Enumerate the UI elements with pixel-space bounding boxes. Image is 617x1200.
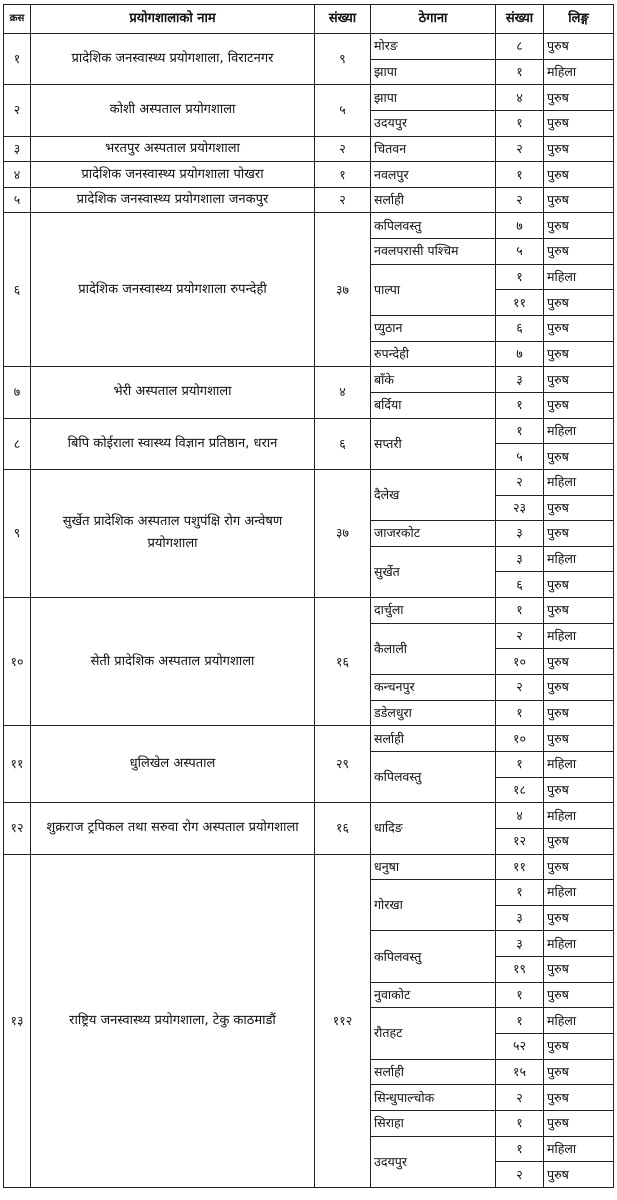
lab-total-cell: २ (315, 187, 371, 213)
address-cell: धनुषा (371, 854, 496, 880)
gender-cell: महिला (544, 418, 614, 444)
serial-number-cell: १२ (4, 803, 31, 854)
address-cell: कैलाली (371, 623, 496, 674)
address-cell: झापा (371, 59, 496, 85)
gender-cell: महिला (544, 803, 614, 829)
address-cell: रुपन्देही (371, 341, 496, 367)
address-cell: कन्चनपुर (371, 675, 496, 701)
case-count-cell: १० (496, 649, 544, 675)
table-row (4, 469, 614, 495)
address-cell: सिराहा (371, 1110, 496, 1136)
gender-cell: पुरुष (544, 700, 614, 726)
case-count-cell: ८ (496, 34, 544, 60)
table-row (4, 598, 614, 624)
gender-cell: पुरुष (544, 649, 614, 675)
gender-cell: महिला (544, 469, 614, 495)
case-count-cell: ६ (496, 316, 544, 342)
lab-name-cell: प्रादेशिक जनस्वास्थ्य प्रयोगशाला, विराटनगर (31, 34, 315, 85)
case-count-cell: १५ (496, 1059, 544, 1085)
address-cell: धादिङ (371, 803, 496, 854)
gender-cell: पुरुष (544, 982, 614, 1008)
serial-number-cell: ५ (4, 187, 31, 213)
case-count-cell: ३ (496, 905, 544, 931)
case-count-cell: २३ (496, 495, 544, 521)
gender-cell: पुरुष (544, 34, 614, 60)
lab-name-cell: राष्ट्रिय जनस्वास्थ्य प्रयोगशाला, टेकु काठमाडौं (31, 854, 315, 1187)
lab-total-cell: १६ (315, 598, 371, 726)
lab-name-cell: सुर्खेत प्रादेशिक अस्पताल पशुपंक्षि रोग अन्वेषण प्रयोगशाला (31, 469, 315, 597)
serial-number-cell: १ (4, 34, 31, 85)
gender-cell: महिला (544, 1136, 614, 1162)
serial-number-cell: २ (4, 85, 31, 136)
gender-cell: महिला (544, 931, 614, 957)
header-serial: क्रस (4, 5, 31, 34)
lab-total-cell: ९ (315, 34, 371, 85)
table-row (4, 162, 614, 188)
case-count-cell: ५ (496, 239, 544, 265)
gender-cell: पुरुष (544, 367, 614, 393)
serial-number-cell: ११ (4, 726, 31, 803)
gender-cell: पुरुष (544, 675, 614, 701)
address-cell: नुवाकोट (371, 982, 496, 1008)
case-count-cell: १ (496, 162, 544, 188)
gender-cell: पुरुष (544, 1085, 614, 1111)
header-case-count: संख्या (496, 5, 544, 34)
case-count-cell: १ (496, 1008, 544, 1034)
case-count-cell: २ (496, 1162, 544, 1188)
table-body (4, 34, 614, 1188)
case-count-cell: ३ (496, 521, 544, 547)
lab-total-cell: ६ (315, 418, 371, 469)
case-count-cell: १ (496, 880, 544, 906)
address-cell: उदयपुर (371, 1136, 496, 1187)
address-cell: झापा (371, 85, 496, 111)
gender-cell: पुरुष (544, 341, 614, 367)
case-count-cell: १ (496, 982, 544, 1008)
gender-cell: महिला (544, 59, 614, 85)
gender-cell: महिला (544, 880, 614, 906)
case-count-cell: ३ (496, 546, 544, 572)
address-cell: रौतहट (371, 1008, 496, 1059)
lab-total-cell: ४ (315, 367, 371, 418)
address-cell: बाँके (371, 367, 496, 393)
lab-name-cell: भेरी अस्पताल प्रयोगशाला (31, 367, 315, 418)
address-cell: दैलेख (371, 469, 496, 520)
table-row (4, 367, 614, 393)
serial-number-cell: ४ (4, 162, 31, 188)
lab-report-table-wrapper (3, 4, 614, 1188)
gender-cell: पुरुष (544, 726, 614, 752)
address-cell: सर्लाही (371, 1059, 496, 1085)
gender-cell: पुरुष (544, 1033, 614, 1059)
gender-cell: पुरुष (544, 239, 614, 265)
lab-total-cell: १६ (315, 803, 371, 854)
gender-cell: महिला (544, 264, 614, 290)
case-count-cell: १ (496, 418, 544, 444)
address-cell: उदयपुर (371, 110, 496, 136)
case-count-cell: ४ (496, 85, 544, 111)
case-count-cell: २ (496, 623, 544, 649)
address-cell: नवलपरासी पश्चिम (371, 239, 496, 265)
gender-cell: महिला (544, 1008, 614, 1034)
serial-number-cell: ३ (4, 136, 31, 162)
case-count-cell: ३ (496, 367, 544, 393)
lab-name-cell: कोशी अस्पताल प्रयोगशाला (31, 85, 315, 136)
gender-cell: पुरुष (544, 444, 614, 470)
address-cell: सप्तरी (371, 418, 496, 469)
case-count-cell: ६ (496, 572, 544, 598)
address-cell: कपिलवस्तु (371, 213, 496, 239)
address-cell: डडेलधुरा (371, 700, 496, 726)
header-address: ठेगाना (371, 5, 496, 34)
table-row (4, 136, 614, 162)
address-cell: दार्चुला (371, 598, 496, 624)
lab-total-cell: २९ (315, 726, 371, 803)
lab-name-cell: धुलिखेल अस्पताल (31, 726, 315, 803)
lab-name-cell: सेती प्रादेशिक अस्पताल प्रयोगशाला (31, 598, 315, 726)
gender-cell: पुरुष (544, 828, 614, 854)
case-count-cell: १० (496, 726, 544, 752)
case-count-cell: ११ (496, 290, 544, 316)
table-row (4, 187, 614, 213)
address-cell: मोरङ (371, 34, 496, 60)
gender-cell: पुरुष (544, 957, 614, 983)
gender-cell: पुरुष (544, 905, 614, 931)
lab-total-cell: ३७ (315, 469, 371, 597)
gender-cell: पुरुष (544, 85, 614, 111)
address-cell: सर्लाही (371, 187, 496, 213)
lab-total-cell: १ (315, 162, 371, 188)
address-cell: कपिलवस्तु (371, 931, 496, 982)
table-row (4, 726, 614, 752)
case-count-cell: २ (496, 187, 544, 213)
gender-cell: पुरुष (544, 187, 614, 213)
lab-total-cell: ३७ (315, 213, 371, 367)
case-count-cell: १ (496, 751, 544, 777)
address-cell: प्युठान (371, 316, 496, 342)
gender-cell: पुरुष (544, 1162, 614, 1188)
case-count-cell: १९ (496, 957, 544, 983)
case-count-cell: ७ (496, 213, 544, 239)
header-row (4, 5, 614, 34)
lab-total-cell: ११२ (315, 854, 371, 1187)
case-count-cell: ११ (496, 854, 544, 880)
address-cell: पाल्पा (371, 264, 496, 315)
lab-total-cell: २ (315, 136, 371, 162)
serial-number-cell: १० (4, 598, 31, 726)
lab-name-cell: प्रादेशिक जनस्वास्थ्य प्रयोगशाला जनकपुर (31, 187, 315, 213)
table-row (4, 85, 614, 111)
table-row (4, 34, 614, 60)
case-count-cell: ४ (496, 803, 544, 829)
case-count-cell: १ (496, 700, 544, 726)
gender-cell: पुरुष (544, 136, 614, 162)
gender-cell: पुरुष (544, 521, 614, 547)
case-count-cell: ७ (496, 341, 544, 367)
case-count-cell: ३ (496, 931, 544, 957)
address-cell: गोरखा (371, 880, 496, 931)
case-count-cell: १ (496, 110, 544, 136)
gender-cell: पुरुष (544, 392, 614, 418)
serial-number-cell: ९ (4, 469, 31, 597)
gender-cell: पुरुष (544, 1059, 614, 1085)
lab-name-cell: प्रादेशिक जनस्वास्थ्य प्रयोगशाला पोखरा (31, 162, 315, 188)
gender-cell: पुरुष (544, 213, 614, 239)
case-count-cell: २ (496, 469, 544, 495)
case-count-cell: २ (496, 675, 544, 701)
address-cell: चितवन (371, 136, 496, 162)
case-count-cell: १२ (496, 828, 544, 854)
header-lab-name: प्रयोगशालाको नाम (31, 5, 315, 34)
gender-cell: महिला (544, 751, 614, 777)
serial-number-cell: ६ (4, 213, 31, 367)
gender-cell: पुरुष (544, 1110, 614, 1136)
gender-cell: पुरुष (544, 290, 614, 316)
table-row (4, 418, 614, 444)
gender-cell: पुरुष (544, 110, 614, 136)
table-row (4, 213, 614, 239)
serial-number-cell: ८ (4, 418, 31, 469)
address-cell: नवलपुर (371, 162, 496, 188)
lab-report-table (3, 4, 614, 1188)
serial-number-cell: ७ (4, 367, 31, 418)
gender-cell: महिला (544, 546, 614, 572)
lab-name-cell: प्रादेशिक जनस्वास्थ्य प्रयोगशाला रुपन्देही (31, 213, 315, 367)
header-lab-count: संख्या (315, 5, 371, 34)
case-count-cell: १ (496, 1110, 544, 1136)
case-count-cell: १८ (496, 777, 544, 803)
table-row (4, 854, 614, 880)
case-count-cell: ५ (496, 444, 544, 470)
gender-cell: पुरुष (544, 572, 614, 598)
gender-cell: पुरुष (544, 162, 614, 188)
case-count-cell: १ (496, 598, 544, 624)
address-cell: सुर्खेत (371, 546, 496, 597)
lab-name-cell: बिपि कोईराला स्वास्थ्य विज्ञान प्रतिष्ठान, धरान (31, 418, 315, 469)
gender-cell: पुरुष (544, 854, 614, 880)
gender-cell: पुरुष (544, 495, 614, 521)
serial-number-cell: १३ (4, 854, 31, 1187)
header-gender: लिङ्ग (544, 5, 614, 34)
address-cell: कपिलवस्तु (371, 751, 496, 802)
gender-cell: महिला (544, 623, 614, 649)
case-count-cell: १ (496, 264, 544, 290)
gender-cell: पुरुष (544, 777, 614, 803)
lab-name-cell: शुक्रराज ट्रपिकल तथा सरुवा रोग अस्पताल प्रयोगशाला (31, 803, 315, 854)
gender-cell: पुरुष (544, 316, 614, 342)
address-cell: सिन्धुपाल्चोक (371, 1085, 496, 1111)
table-row (4, 803, 614, 829)
lab-total-cell: ५ (315, 85, 371, 136)
gender-cell: पुरुष (544, 598, 614, 624)
case-count-cell: १ (496, 1136, 544, 1162)
address-cell: सर्लाही (371, 726, 496, 752)
lab-name-cell: भरतपुर अस्पताल प्रयोगशाला (31, 136, 315, 162)
address-cell: जाजरकोट (371, 521, 496, 547)
address-cell: बर्दिया (371, 392, 496, 418)
case-count-cell: १ (496, 59, 544, 85)
case-count-cell: १ (496, 392, 544, 418)
case-count-cell: २ (496, 1085, 544, 1111)
case-count-cell: ५२ (496, 1033, 544, 1059)
case-count-cell: २ (496, 136, 544, 162)
